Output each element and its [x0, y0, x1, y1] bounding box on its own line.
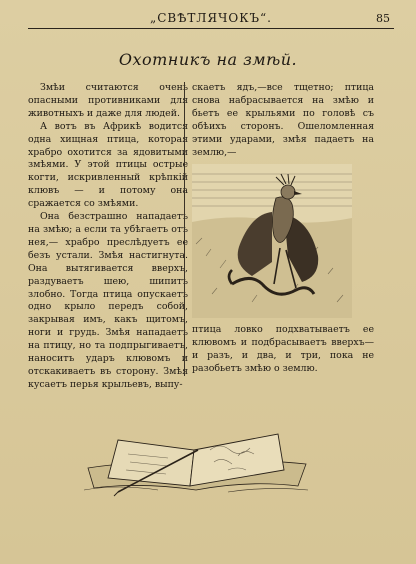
paragraph: птица ловко подхватываетъ ее клювомъ и подбрасываетъ вверхъ—и разъ, и два, и три, пока не разобьетъ змѣю о землю.	[192, 324, 374, 374]
page-number: 85	[376, 12, 390, 25]
secretary-bird-illustration-icon	[192, 164, 352, 318]
column-divider	[184, 82, 185, 376]
open-book-tailpiece-icon	[78, 410, 314, 502]
article-title: Охотникъ на змѣй.	[118, 50, 298, 69]
paragraph: Змѣи считаются очень опасными противниками для животныхъ и даже для людей.	[28, 82, 188, 119]
paragraph: скаетъ ядъ,—все тщетно; птица снова набрасывается на змѣю и бьетъ ее крыльями по головѣ съ обѣихъ сторонъ. Ошеломленная этими ударами, змѣя падаетъ на землю,—	[192, 82, 374, 158]
running-header	[28, 4, 394, 30]
paragraph: А вотъ въ Африкѣ водится одна хищная птица, которая храбро охотится за ядовитыми змѣями. У этой птицы острые когти, искривленный крѣпкій клювъ — и потому она сражается со змѣями.	[28, 120, 188, 210]
header-rule	[28, 28, 394, 29]
left-column	[28, 82, 188, 392]
paragraph: Она безстрашно нападаетъ на змѣю; а если та убѣгаетъ отъ нея,— храбро преслѣдуетъ ее безъ устали. Змѣя настигнута. Она вытягивается вверхъ, раздуваетъ шею, шипитъ злобно. Тогда птица опускаетъ одно крыло передъ собой, закрывая имъ, какъ щитомъ, ноги и грудь. Змѣя нападаетъ на птицу, но та подпрыгиваетъ, наноситъ ударъ клювомъ и отскакиваетъ въ сторону. Змѣя кусаетъ перья крыльевъ, выпу-	[28, 211, 188, 390]
right-column-bottom	[192, 324, 374, 376]
journal-title: „СВѢТЛЯЧОКЪ“.	[150, 11, 272, 25]
right-column-top	[192, 82, 374, 159]
